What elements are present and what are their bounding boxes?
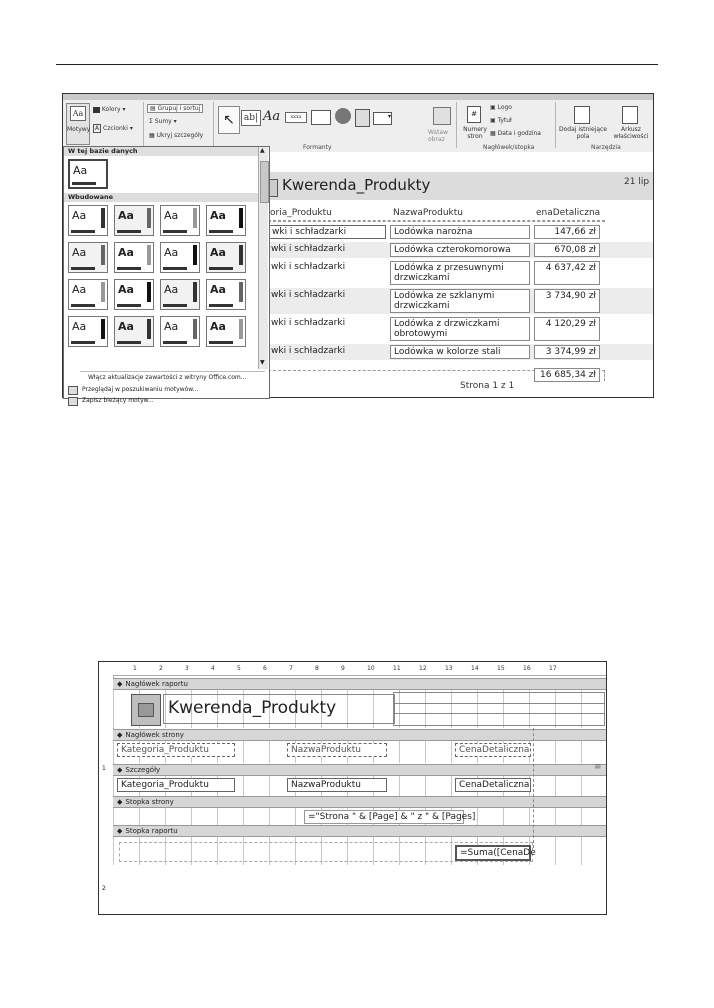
section-label: Nagłówek strony — [125, 731, 184, 739]
gallery-divider — [80, 371, 265, 372]
screenshot-report-themes — [62, 93, 654, 404]
image-icon — [433, 107, 451, 125]
row-product-name: Lodówka w kolorze stali — [390, 345, 530, 359]
theme-tile-text: Aa — [210, 209, 226, 222]
hide-details-label: Ukryj szczegóły — [156, 132, 204, 139]
theme-tile-bar — [163, 341, 187, 344]
ruler-tick-label: 5 — [237, 665, 241, 672]
section-label: Nagłówek raportu — [125, 680, 188, 688]
tab-control-button[interactable] — [311, 110, 331, 125]
theme-tile-text: Aa — [210, 246, 226, 259]
row-product-name: Lodówka narożna — [390, 225, 530, 239]
theme-tile-accent — [193, 245, 197, 265]
fonts-button[interactable]: A Czcionki ▾ — [95, 125, 133, 132]
row-price: 3 374,99 zł — [534, 345, 600, 359]
theme-tile-accent — [147, 319, 151, 339]
row-price: 4 120,29 zł — [534, 317, 600, 341]
theme-tile-bar — [117, 230, 141, 233]
theme-tile[interactable] — [114, 205, 154, 236]
theme-tile-text: Aa — [72, 246, 87, 259]
ruler-tick-label: 17 — [549, 665, 557, 672]
ruler-tick-label: 6 — [263, 665, 267, 672]
button-control[interactable]: xxxx — [285, 112, 307, 123]
row-product-name: Lodówka z przesuwnymi drzwiczkami — [390, 261, 530, 285]
ruler-tick-label: 2 — [159, 665, 163, 672]
logo-placeholder-icon — [138, 703, 154, 717]
header-footer-group-label: Nagłówek/stopka — [483, 144, 535, 151]
group-sort-button[interactable] — [147, 104, 203, 113]
insert-image-label: Wstaw obraz — [428, 129, 448, 143]
browse-themes-icon — [68, 386, 78, 395]
theme-tile-bar — [209, 341, 233, 344]
section-expand-icon: ◆ — [117, 731, 123, 739]
ruler-tick-label: 11 — [393, 665, 401, 672]
theme-tile-accent — [239, 282, 243, 302]
logo-label: Logo — [497, 104, 512, 111]
themes-gallery-dropdown — [63, 146, 270, 404]
logo-button[interactable] — [490, 104, 512, 111]
row-category: wki i schładzarki — [268, 225, 386, 239]
title-icon: ▣ — [490, 117, 496, 124]
ruler-tick-label: 16 — [523, 665, 531, 672]
ribbon-separator — [143, 102, 144, 148]
section-label: Stopka strony — [125, 798, 174, 806]
row-category: wki i schładzarki — [271, 318, 346, 328]
theme-tile-bar — [117, 267, 141, 270]
controls-group-label: Formanty — [303, 144, 332, 151]
ribbon-separator — [213, 102, 214, 148]
ruler-tick-label: 10 — [367, 665, 375, 672]
colors-icon — [93, 107, 100, 113]
theme-tile-text: Aa — [164, 283, 179, 296]
canvas-bottom-grid — [113, 865, 606, 914]
save-theme-item[interactable]: Zapisz bieżący motyw... — [82, 397, 154, 404]
theme-tile-text: Aa — [72, 283, 87, 296]
theme-tile-bar — [71, 304, 95, 307]
theme-tile-text: Aa — [118, 320, 134, 333]
theme-tile-text: Aa — [210, 320, 226, 333]
section-label: Stopka raportu — [125, 827, 178, 835]
row-category: wki i schładzarki — [271, 346, 346, 356]
detail-textbox[interactable]: CenaDetaliczna — [455, 778, 531, 792]
horizontal-ruler — [99, 662, 606, 676]
tools-group-label: Narzędzia — [591, 144, 621, 151]
theme-tile-accent — [147, 208, 151, 228]
ribbon-separator — [456, 102, 457, 148]
detail-textbox[interactable]: NazwaProduktu — [287, 778, 387, 792]
gallery-section-db: W tej bazie danych — [64, 147, 263, 156]
sigma-icon: Σ — [149, 118, 153, 125]
page-number-icon: # — [467, 106, 481, 123]
theme-tile-bar — [71, 230, 95, 233]
theme-tile[interactable] — [206, 242, 246, 273]
theme-tile[interactable] — [160, 205, 200, 236]
theme-tile[interactable] — [114, 279, 154, 310]
combobox-control-button[interactable] — [355, 109, 370, 127]
detail-textbox[interactable]: Kategoria_Produktu — [117, 778, 235, 792]
theme-tile[interactable] — [68, 205, 108, 236]
theme-tile-bar — [163, 230, 187, 233]
theme-tile-accent — [193, 208, 197, 228]
enable-updates-item[interactable]: Włącz aktualizacje zawartości z witryny Office.com... — [88, 374, 247, 381]
theme-tile[interactable] — [206, 205, 246, 236]
group-sort-icon: ▤ — [150, 105, 156, 112]
theme-tile[interactable] — [160, 242, 200, 273]
fonts-label: Czcionki — [103, 125, 128, 132]
pointer-icon: ↖ — [223, 112, 235, 128]
ruler-tick-label: 7 — [289, 665, 293, 672]
label-control-button[interactable]: Aa — [263, 109, 281, 124]
browse-themes-item[interactable]: Przeglądaj w poszukiwaniu motywów... — [82, 386, 199, 393]
report-footer-sum-expression[interactable]: =Suma([CenaDe — [455, 845, 531, 861]
theme-tile-accent — [193, 319, 197, 339]
page-header-label[interactable]: Kategoria_Produktu — [117, 743, 235, 757]
theme-tile[interactable] — [114, 316, 154, 347]
report-total: 16 685,34 zł — [534, 368, 600, 382]
row-price: 4 637,42 zł — [534, 261, 600, 285]
theme-tile-accent — [147, 245, 151, 265]
insert-image-button[interactable] — [430, 105, 452, 145]
row-price: 670,08 zł — [534, 243, 600, 257]
report-page-footer: Strona 1 z 1 — [460, 381, 515, 391]
theme-tile[interactable] — [160, 279, 200, 310]
theme-tile-bar — [72, 182, 96, 185]
scroll-up-arrow-icon[interactable]: ▲ — [260, 147, 265, 154]
section-report-header[interactable] — [113, 678, 606, 690]
ruler-tick-label: 4 — [211, 665, 215, 672]
theme-tile-bar — [117, 341, 141, 344]
theme-tile-accent — [239, 245, 243, 265]
theme-tile-text: Aa — [164, 320, 179, 333]
ruler-tick-label: 3 — [185, 665, 189, 672]
hide-details-icon: ▦ — [149, 132, 155, 139]
theme-tile-bar — [71, 341, 95, 344]
theme-tile-accent — [193, 282, 197, 302]
add-fields-button[interactable] — [559, 104, 605, 144]
scroll-thumb[interactable] — [260, 161, 269, 203]
listbox-control-button[interactable]: ▾ — [373, 112, 392, 125]
row-product-name: Lodówka czterokomorowa — [390, 243, 530, 257]
add-fields-icon — [574, 106, 590, 124]
date-time-placeholder[interactable] — [393, 692, 605, 726]
page-header-label[interactable]: CenaDetaliczna — [455, 743, 531, 757]
theme-tile[interactable] — [206, 279, 246, 310]
section-expand-icon: ◆ — [117, 827, 123, 835]
col-header-price: enaDetaliczna — [536, 208, 601, 218]
row-product-name: Lodówka ze szklanymi drzwiczkami — [390, 289, 530, 313]
section-expand-icon: ◆ — [117, 680, 123, 688]
row-price: 3 734,90 zł — [534, 289, 600, 313]
theme-tile-text: Aa — [210, 283, 226, 296]
theme-tile-bar — [209, 267, 233, 270]
themes-icon: Aa — [70, 106, 86, 121]
theme-tile-accent — [239, 208, 243, 228]
theme-tile-text: Aa — [73, 164, 88, 177]
date-time-button[interactable] — [490, 130, 541, 137]
textbox-control-button[interactable]: ab| — [241, 110, 261, 126]
theme-tile-current[interactable] — [68, 159, 108, 189]
screenshot-report-design-view — [98, 661, 607, 915]
title-label: Tytuł — [497, 117, 512, 124]
theme-tile[interactable] — [68, 279, 108, 310]
row-category: wki i schładzarki — [271, 262, 346, 272]
ribbon-separator — [555, 102, 556, 148]
theme-tile-text: Aa — [164, 246, 179, 259]
theme-tile-text: Aa — [118, 209, 134, 222]
colors-label: Kolory — [101, 106, 121, 113]
gallery-section-builtin: Wbudowane — [64, 193, 263, 202]
theme-tile[interactable] — [160, 316, 200, 347]
header-underline — [268, 220, 605, 222]
theme-tile-accent — [101, 208, 105, 228]
theme-tile-accent — [101, 245, 105, 265]
col-header-name: NazwaProduktu — [393, 208, 463, 218]
report-title-text: Kwerenda_Produkty — [168, 698, 337, 718]
theme-tile-text: Aa — [72, 320, 87, 333]
vertical-ruler: 1 2 — [99, 675, 114, 914]
totals-button[interactable]: Σ Sumy ▾ — [149, 118, 177, 125]
scroll-down-arrow-icon[interactable]: ▼ — [260, 359, 265, 366]
col-header-category: oria_Produktu — [270, 208, 332, 218]
colors-button[interactable]: Kolory ▾ — [93, 106, 126, 113]
section-expand-icon: ◆ — [117, 766, 123, 774]
ruler-tick-label: 8 — [315, 665, 319, 672]
date-time-label: Data i godzina — [497, 130, 541, 137]
theme-tile-bar — [71, 267, 95, 270]
theme-tile-text: Aa — [118, 283, 134, 296]
fonts-icon: A — [95, 125, 100, 132]
row-category: wki i schładzarki — [271, 244, 346, 254]
group-sort-label: Grupuj i sortuj — [157, 105, 201, 112]
ruler-tick-label: 14 — [471, 665, 479, 672]
property-sheet-label: Arkusz właściwości — [613, 126, 649, 140]
theme-tile[interactable] — [68, 242, 108, 273]
theme-tile-bar — [209, 304, 233, 307]
theme-tile-accent — [101, 319, 105, 339]
property-sheet-icon — [622, 106, 638, 124]
vertical-scroll-marker: ≡ — [594, 762, 602, 772]
row-category: wki i schładzarki — [271, 290, 346, 300]
theme-tile-text: Aa — [164, 209, 179, 222]
save-theme-icon — [68, 397, 78, 406]
theme-tile[interactable] — [114, 242, 154, 273]
page-footer-expression[interactable]: ="Strona " & [Page] & " z " & [Pages] — [304, 810, 464, 824]
theme-tile-accent — [239, 319, 243, 339]
page-numbers-button[interactable] — [462, 104, 486, 144]
logo-icon: ▣ — [490, 104, 496, 111]
calendar-icon: ▦ — [490, 130, 496, 137]
row-product-name: Lodówka z drzwiczkami obrotowymi — [390, 317, 530, 341]
hyperlink-globe-icon[interactable] — [335, 108, 351, 124]
report-width-marker — [533, 728, 534, 848]
property-sheet-button[interactable] — [609, 104, 651, 144]
ruler-tick-label: 13 — [445, 665, 453, 672]
theme-tile-accent — [147, 282, 151, 302]
gallery-scrollbar[interactable] — [258, 147, 268, 369]
theme-tile-text: Aa — [72, 209, 87, 222]
theme-tile-text: Aa — [118, 246, 134, 259]
ruler-tick-label: 1 — [133, 665, 137, 672]
themes-button[interactable] — [66, 103, 90, 145]
select-pointer-button[interactable] — [218, 106, 240, 134]
theme-tile-bar — [209, 230, 233, 233]
theme-tile-accent — [101, 282, 105, 302]
theme-tile-bar — [117, 304, 141, 307]
report-preview — [268, 152, 653, 397]
row-price: 147,66 zł — [534, 225, 600, 239]
ruler-tick-label: 15 — [497, 665, 505, 672]
theme-tile-bar — [163, 304, 187, 307]
report-logo-image[interactable] — [131, 694, 161, 726]
ruler-tick-label: 12 — [419, 665, 427, 672]
theme-tile[interactable] — [68, 316, 108, 347]
hide-details-button[interactable] — [149, 132, 203, 139]
section-expand-icon: ◆ — [117, 798, 123, 806]
section-label: Szczegóły — [125, 766, 161, 774]
add-fields-label: Dodaj istniejące pola — [559, 126, 607, 140]
title-button[interactable] — [490, 117, 512, 124]
page-numbers-label: Numery stron — [463, 126, 487, 140]
totals-label: Sumy — [154, 118, 172, 125]
report-date-fragment: 21 lip — [624, 177, 650, 187]
ruler-tick-label: 9 — [341, 665, 345, 672]
theme-tile[interactable] — [206, 316, 246, 347]
page-header-label[interactable]: NazwaProduktu — [287, 743, 387, 757]
page-top-rule — [56, 64, 658, 65]
theme-tile-bar — [163, 267, 187, 270]
themes-label: Motywy — [67, 126, 91, 133]
report-title-textbox[interactable] — [163, 694, 395, 724]
report-title: Kwerenda_Produkty — [282, 176, 431, 194]
